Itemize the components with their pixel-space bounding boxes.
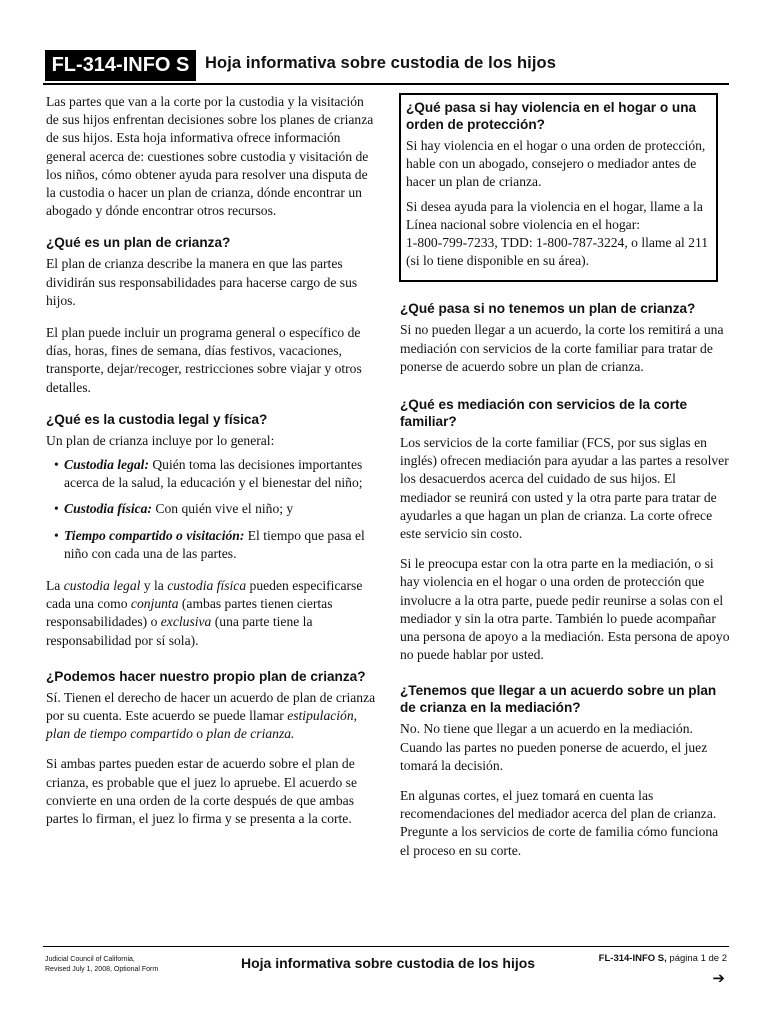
violencia-paragraph-2: Si desea ayuda para la violencia en el hogar, llame a la Línea nacional sobre violencia en el hogar: — [406, 198, 703, 232]
custodia-list — [46, 456, 376, 563]
violencia-paragraph-1: Si hay violencia en el hogar o una orden de protección, hable con un abogado, consejero o mediador antes de hacer un plan de crianza. — [406, 138, 706, 190]
list-item: • Custodia física: Con quién vive el niño; y — [54, 501, 294, 517]
heading-propio-plan: ¿Podemos hacer nuestro propio plan de crianza? — [46, 668, 366, 684]
heading-plan-crianza: ¿Qué es un plan de crianza? — [46, 235, 231, 251]
page-footer — [43, 946, 729, 1007]
acuerdo-paragraph-2: En algunas cortes, el juez tomará en cuenta las recomendaciones del mediador acerca del plan de crianza. Pregunte a los servicios de corte de familia cómo funciona el proceso en su corte. — [400, 788, 719, 858]
plan-paragraph-1: El plan de crianza describe la manera en que las partes dividirán sus responsabilidades para hacerse cargo de sus hijos. — [46, 256, 358, 308]
list-item: • Tiempo compartido o visitación: El tiempo que pasa el niño con cada una de las partes. — [54, 527, 365, 561]
page-title: Hoja informativa sobre custodia de los hijos — [205, 54, 556, 72]
next-page-arrow-icon: ➔ — [712, 970, 725, 987]
footer-page-number: FL-314-INFO S, página 1 de 2 — [598, 953, 727, 964]
mediacion-paragraph-1: Los servicios de la corte familiar (FCS, por sus siglas en inglés) ofrecen mediación para ayudar a las partes a resolver los desacuerdos acerca del cuidado de sus hijos. El mediador se reunirá con usted y la otra parte para tratar de ayudarles a que hagan un plan de crianza. La corte ofrece este servicio sin costo. — [400, 435, 729, 542]
footer-title: Hoja informativa sobre custodia de los hijos — [241, 955, 536, 971]
heading-acuerdo-mediacion: ¿Tenemos que llegar a un acuerdo sobre un plan de crianza en la mediación? — [400, 683, 717, 716]
right-column — [400, 93, 730, 870]
page-header — [43, 48, 729, 85]
heading-violencia: ¿Qué pasa si hay violencia en el hogar o una orden de protección? — [406, 100, 697, 132]
no-plan-paragraph: Si no pueden llegar a un acuerdo, la corte los remitirá a una mediación con servicios de la corte familiar para tratar de ponerse de acuerdo sobre un plan de crianza. — [400, 322, 724, 374]
acuerdo-paragraph-1: No. No tiene que llegar a un acuerdo en la mediación. Cuando las partes no pueden ponerse de acuerdo, el juez tomará la decisión. — [400, 721, 708, 773]
custodia-intro: Un plan de crianza incluye por lo general: — [46, 432, 275, 448]
hotline-numbers: 1-800-799-7233, TDD: 1-800-787-3224, o llame al 211 (si lo tiene disponible en su área). — [406, 235, 709, 269]
heading-custodia-legal-fisica: ¿Qué es la custodia legal y física? — [46, 411, 268, 427]
mediacion-paragraph-2: Si le preocupa estar con la otra parte en la mediación, o si hay violencia en el hogar o una orden de protección que involucre a la otra parte, puede pedir reunirse a solas con el mediador y sin la otra parte. También lo puede acompañar una persona de apoyo a la mediación. Esta persona de apoyo no puede hablar por usted. — [400, 556, 730, 663]
heading-mediacion: ¿Qué es mediación con servicios de la corte familiar? — [400, 397, 688, 430]
propio-paragraph-2: Si ambas partes pueden estar de acuerdo sobre el plan de crianza, es probable que el juez lo apruebe. El acuerdo se convierte en una orden de la corte después de que ambas partes lo firman, el juez lo firma y se presenta a la corte. — [46, 756, 357, 827]
custodia-paragraph-2: La custodia legal y la custodia física pueden especificarse cada una como conjunta (ambas partes tienen ciertas responsabilidades) o exclusiva (una parte tiene la responsabilidad por sí sola). — [46, 578, 363, 648]
intro-paragraph: Las partes que van a la corte por la custodia y la visitación de sus hijos enfrentan decisiones sobre los planes de crianza de sus hijos. Esta hoja informativa ofrece información general acerca de: cuestiones sobre custodia y visitación de los niños, cómo obtener ayuda para resolver una disputa de la custodia o hacer un plan de crianza, dónde encontrar un abogado y dónde encontrar otros recursos. — [46, 94, 374, 219]
footer-council-info: Judicial Council of California, Revised July 1, 2008, Optional Form — [45, 956, 159, 973]
list-item: • Custodia legal: Quién toma las decisiones importantes acerca de la salud, la educación y el bienestar del niño; — [54, 457, 363, 491]
left-column — [46, 93, 376, 838]
propio-paragraph-1: Sí. Tienen el derecho de hacer un acuerdo de plan de crianza por su cuenta. Este acuerdo se puede llamar estipulación, plan de tiempo compartido o plan de crianza. — [46, 689, 376, 742]
heading-no-plan: ¿Qué pasa si no tenemos un plan de crianza? — [400, 301, 696, 317]
violence-info-box — [399, 93, 718, 282]
plan-paragraph-2: El plan puede incluir un programa general o específico de días, horas, fines de semana, días festivos, vacaciones, transporte, dejar/recoger, restricciones sobre viajar y otros detalles. — [46, 325, 362, 395]
form-id-badge: FL-314-INFO S — [45, 50, 196, 81]
